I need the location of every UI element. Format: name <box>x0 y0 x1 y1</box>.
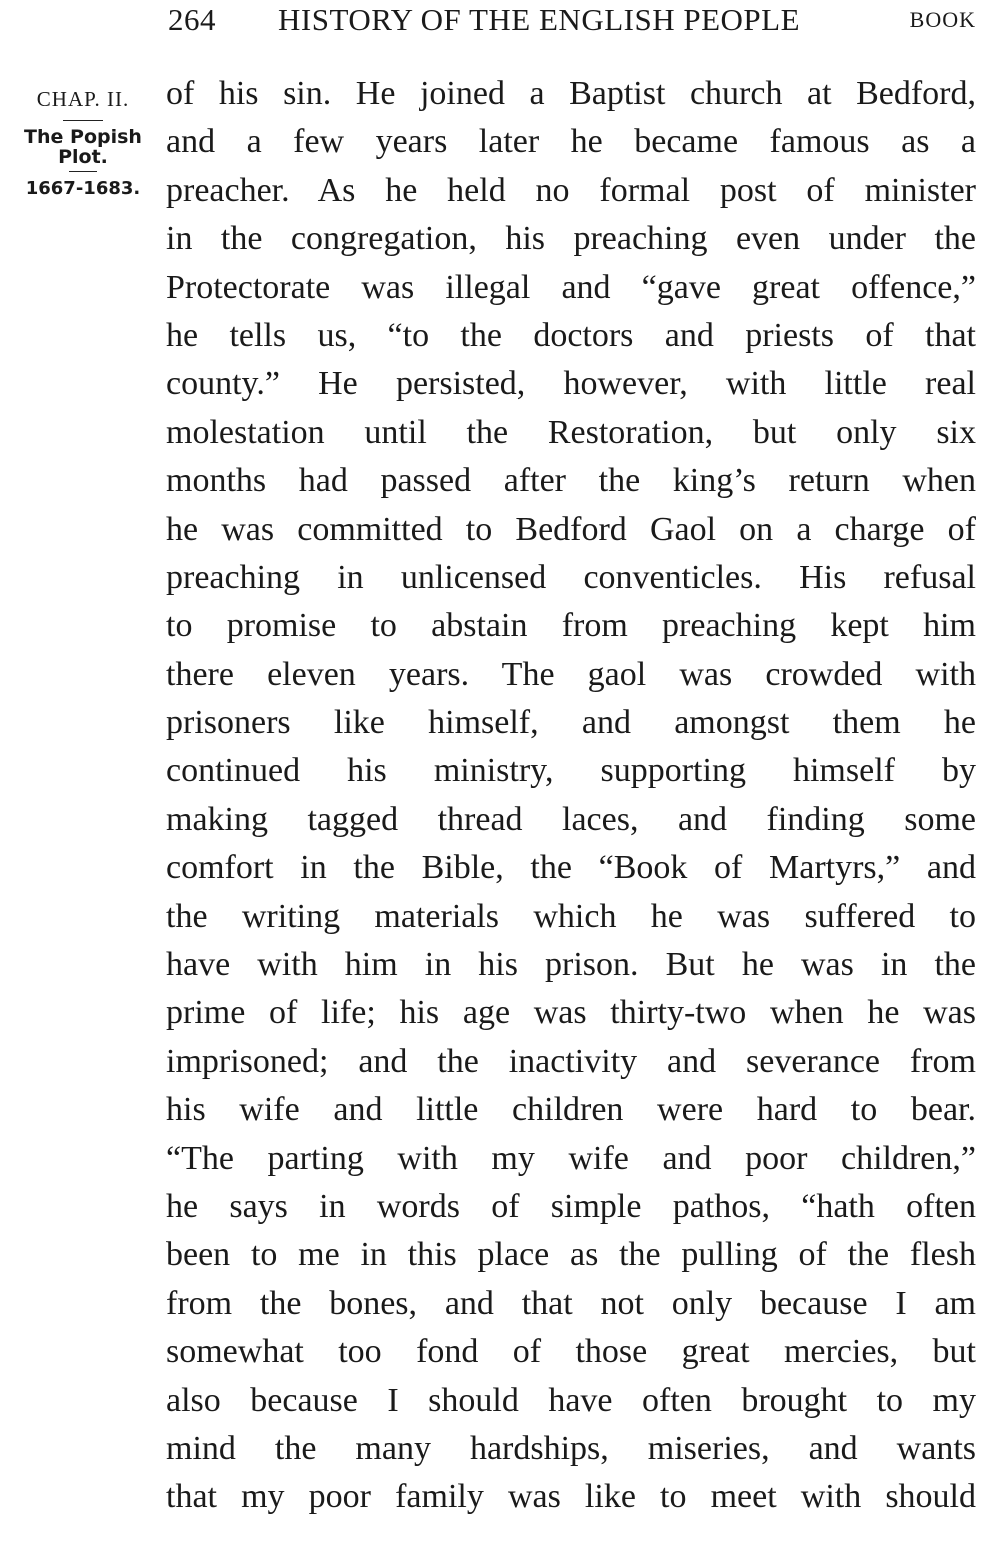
margin-note-divider <box>63 120 103 121</box>
margin-note-topic-line2: Plot. <box>58 146 108 168</box>
text-line: the writing materials which he was suffered to <box>166 897 976 935</box>
text-line: making tagged thread laces, and finding some <box>166 800 976 838</box>
text-line: he tells us, “to the doctors and priests of that <box>166 316 976 354</box>
margin-notes <box>14 84 152 200</box>
text-line: prime of life; his age was thirty-two when he was <box>166 994 976 1032</box>
margin-note-chapter: CHAP. II. <box>36 87 130 111</box>
text-line: molestation until the Restoration, but only six <box>166 413 976 451</box>
text-line: mind the many hardships, miseries, and wants <box>166 1429 976 1467</box>
margin-note-years: 1667-1683. <box>25 178 141 199</box>
text-line: in the congregation, his preaching even under the <box>166 220 976 258</box>
text-line: and a few years later he became famous as a <box>166 123 976 161</box>
text-line: preacher. As he held no formal post of minister <box>166 171 976 209</box>
text-line: “The parting with my wife and poor children,” <box>166 1139 976 1177</box>
text-line: to promise to abstain from preaching kept him <box>166 607 976 645</box>
running-head-book: BOOK <box>909 7 976 32</box>
text-line: he was committed to Bedford Gaol on a charge of <box>166 510 976 548</box>
text-line: county.” He persisted, however, with little real <box>166 365 976 403</box>
text-line: months had passed after the king’s return when <box>166 462 976 500</box>
text-line: preaching in unlicensed conventicles. His refusal <box>166 558 976 596</box>
text-line: imprisoned; and the inactivity and severance from <box>166 1042 976 1080</box>
text-line: been to me in this place as the pulling of the flesh <box>166 1236 976 1274</box>
text-line: his wife and little children were hard to bear. <box>166 1091 976 1129</box>
text-line: also because I should have often brought to my <box>166 1381 976 1419</box>
text-line: he says in words of simple pathos, “hath often <box>166 1187 976 1225</box>
running-head-title: HISTORY OF THE ENGLISH PEOPLE <box>278 2 801 37</box>
text-line: of his sin. He joined a Baptist church at Bedford, <box>166 75 976 112</box>
text-line: continued his ministry, supporting himself by <box>166 752 976 790</box>
text-line: Protectorate was illegal and “gave great offence,” <box>166 268 976 306</box>
page-number: 264 <box>168 2 216 37</box>
margin-note-topic-line1: The Popish <box>24 126 142 148</box>
text-line: prisoners like himself, and amongst them he <box>166 704 976 742</box>
text-line: that my poor family was like to meet with should <box>166 1478 976 1516</box>
running-head <box>168 2 976 42</box>
text-line: have with him in his prison. But he was in the <box>166 946 976 984</box>
margin-note-divider <box>69 171 97 172</box>
text-line: from the bones, and that not only because I am <box>166 1284 976 1322</box>
body-text <box>166 70 976 1522</box>
text-line: comfort in the Bible, the “Book of Martyrs,” and <box>166 849 976 887</box>
text-line: there eleven years. The gaol was crowded with <box>166 655 976 693</box>
text-line: somewhat too fond of those great mercies, but <box>166 1333 976 1371</box>
